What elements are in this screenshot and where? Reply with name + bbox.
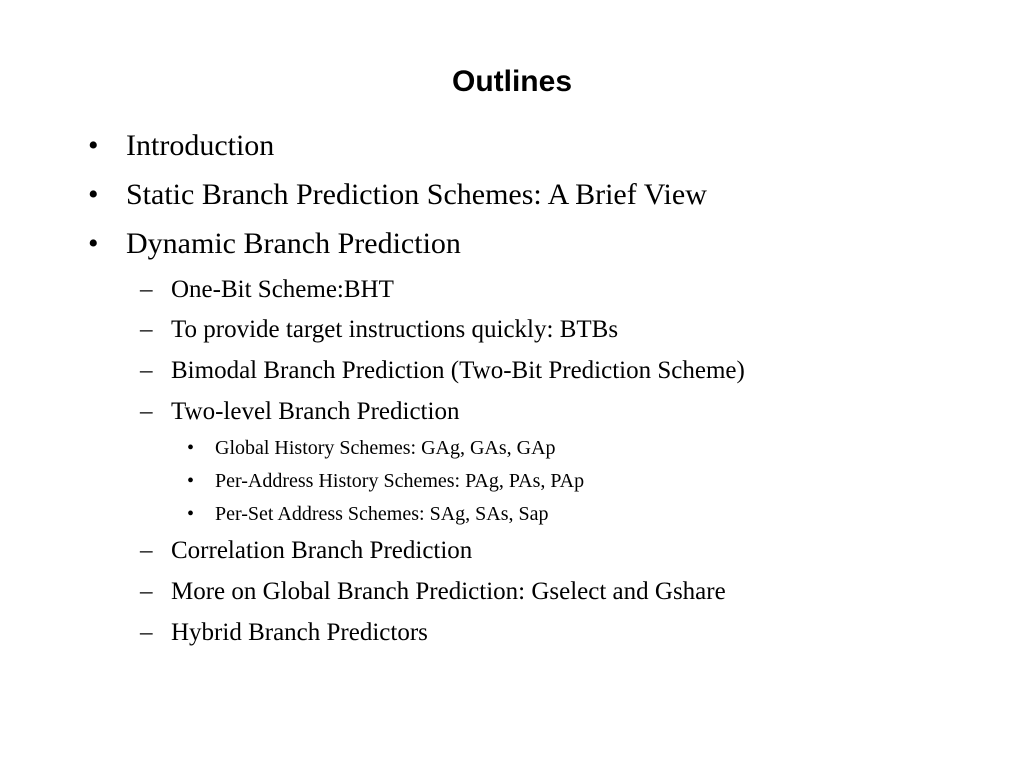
outline-item <box>88 128 275 164</box>
bullet-marker: • <box>187 470 195 492</box>
dash-marker: – <box>140 398 153 425</box>
outline-subsubitem-text: Per-Address History Schemes: PAg, PAs, PAp <box>215 470 585 492</box>
outline-subitem-text: More on Global Branch Prediction: Gselect and Gshare <box>171 578 726 605</box>
outline-subitem <box>140 577 726 607</box>
outline-subitem <box>140 536 473 566</box>
outline-subitem <box>140 618 428 648</box>
dash-marker: – <box>140 578 153 605</box>
outline-subitem-text: Hybrid Branch Predictors <box>171 619 428 646</box>
dash-marker: – <box>140 316 153 343</box>
outline-subitem <box>140 275 394 305</box>
outline-item <box>88 177 707 213</box>
outline-subsubitem-text: Per-Set Address Schemes: SAg, SAs, Sap <box>215 503 549 525</box>
outline-item-text: Static Branch Prediction Schemes: A Brief View <box>126 178 707 211</box>
outline-subsubitem <box>187 501 549 527</box>
outline-subitem-text: Correlation Branch Prediction <box>171 537 473 564</box>
outline-subitem <box>140 356 745 386</box>
dash-marker: – <box>140 357 153 384</box>
bullet-marker: • <box>187 437 195 459</box>
dash-marker: – <box>140 276 153 303</box>
outline-subitem <box>140 397 460 427</box>
bullet-marker: • <box>88 178 99 211</box>
outline-item-text: Dynamic Branch Prediction <box>126 227 461 260</box>
bullet-marker: • <box>88 129 99 162</box>
outline-item <box>88 226 461 262</box>
outline-item-text: Introduction <box>126 129 275 162</box>
bullet-marker: • <box>88 227 99 260</box>
outline-subitem-text: To provide target instructions quickly: BTBs <box>171 316 619 343</box>
dash-marker: – <box>140 619 153 646</box>
outline-subsubitem-text: Global History Schemes: GAg, GAs, GAp <box>215 437 556 459</box>
outline-subsubitem <box>187 468 585 494</box>
outline-subitem-text: Two-level Branch Prediction <box>171 398 460 425</box>
outline-subitem <box>140 315 619 345</box>
outline-subitem-text: One-Bit Scheme:BHT <box>171 276 394 303</box>
slide-title: Outlines <box>451 65 572 98</box>
dash-marker: – <box>140 537 153 564</box>
bullet-marker: • <box>187 503 195 525</box>
outline-subitem-text: Bimodal Branch Prediction (Two-Bit Prediction Scheme) <box>171 357 745 384</box>
outline-subsubitem <box>187 435 556 461</box>
